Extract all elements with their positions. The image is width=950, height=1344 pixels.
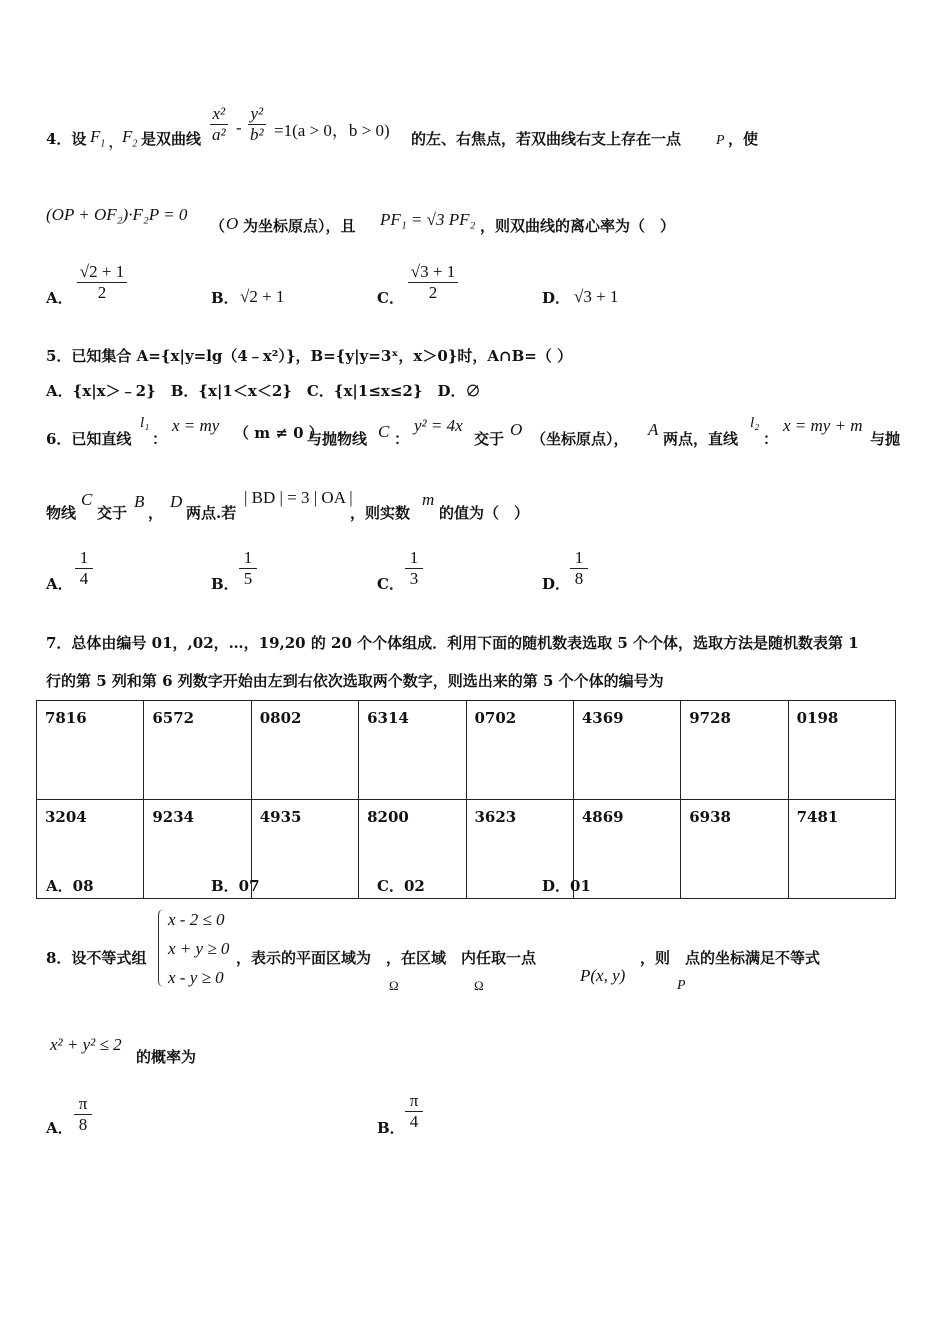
q8-omega-1: Ω [389,978,399,993]
q6-point-d: D [170,492,183,511]
q6-line-l1: l₁ [140,415,150,431]
q6-colon-1: ： [152,430,168,448]
q4-option-a-value: $\frac{√2 + 1}{2}$ [77,262,127,303]
q4-text-6: ，则双曲线的离心率为（ ） [480,217,676,235]
table-cell: 7816 [37,701,144,800]
q4-f2: $F_2$ [122,127,138,150]
q4-frac-y: $\frac{\text{y²}}{\text{b²}}$ [250,104,264,144]
q8-option-b-label: B． [377,1119,405,1137]
table-cell: 0702 [466,701,573,800]
q6-origin-o: O [510,420,523,439]
q4-f1: $F_1$ [90,127,106,150]
q8-point-p: P [677,978,686,993]
q5-text: 5．已知集合 A={x|y=lg（4﹣x²）}，B={y|y=3ˣ，x＞0}时，A∩B=（ ） [46,347,573,365]
table-cell: 0802 [251,701,358,800]
q4-option-d-value: √3 + 1 [574,287,619,306]
q8-text-3: 的概率为 [136,1048,197,1066]
table-cell: 7481 [788,800,895,899]
q4-origin-o: O [226,214,239,233]
table-cell: 9728 [681,701,788,800]
q6-option-d-label: D． [542,575,571,593]
q8-inequality-2: x + y ≥ 0 [168,939,230,958]
q6-option-a-label: A． [46,575,73,593]
q4-option-c-value: $\frac{√3 + 1}{2}$ [408,262,458,303]
q6-text-8: 交于 [97,504,128,522]
table-row [37,800,896,899]
q8-inequality-circle: x² + y² ≤ 2 [50,1035,122,1054]
q6-text-6: 与抛 [870,430,901,448]
q4-paren-open: （ [210,217,226,235]
q4-minus: - [236,118,242,137]
table-cell: 3623 [466,800,573,899]
q6-text-7: 物线 [46,504,77,522]
q6-real-m: m [422,490,435,509]
q5-options: A．{x|x＞﹣2} B．{x|1＜x＜2} C．{x|1≤x≤2} D．∅ [46,382,481,400]
q8-number: 8．设不等式组 [46,949,147,967]
table-cell: 9234 [144,800,251,899]
q4-text-1: 是双曲线 [141,130,202,148]
q6-option-a-value: $\frac{1}{4}$ [75,548,93,589]
q7-option-d: D．01 [542,877,591,895]
q4-text-5: 为坐标原点），且 [243,217,356,235]
q6-text-10: ，则实数 [350,504,411,522]
table-cell: 4869 [573,800,680,899]
q8-option-a-label: A． [46,1119,73,1137]
table-cell: 6938 [681,800,788,899]
q7-option-c: C．02 [377,877,425,895]
q8-text-2: ，则 点的坐标满足不等式 [640,949,821,967]
q6-text-5: 两点，直线 [663,430,739,448]
q6-colon-3: ： [763,430,779,448]
table-cell: 4369 [573,701,680,800]
q6-text-11: 的值为（ ） [439,504,530,522]
q8-inequality-3: x - y ≥ 0 [168,968,224,987]
q4-option-a-label: A． [46,289,73,307]
q6-text-2: 与抛物线 [307,430,368,448]
table-cell: 6314 [359,701,466,800]
q4-option-b-label: B． [211,289,239,307]
q4-vector-expression: (OP + OF₂)·F₂P = 0 [46,205,188,224]
q8-option-a-value: $\frac{\pi}{8}$ [74,1094,92,1135]
q8-point-pxy: P(x, y) [580,966,626,985]
q4-text-2: 的左、右焦点，若双曲线右支上存在一点 [411,130,682,148]
q4-option-d-label: D． [542,289,571,307]
table-cell: 3204 [37,800,144,899]
q6-option-c-label: C． [377,575,404,593]
q6-line-2-eq: x = my + m [783,416,863,435]
q8-option-b-value: $\frac{\pi}{4}$ [405,1091,423,1132]
q6-parabola-eq: y² = 4x [414,416,463,435]
q4-option-c-label: C． [377,289,404,307]
q4-equation-rhs: =1(a > 0，b > 0) [274,121,390,140]
q6-bd-condition: | BD | = 3 | OA | [244,488,353,507]
q6-option-b-value: $\frac{1}{5}$ [239,548,257,589]
q6-text-4: （坐标原点）， [531,430,629,448]
q6-point-b: B [134,492,145,511]
table-cell: 4935 [251,800,358,899]
table-row [37,701,896,800]
q4-option-b-value: √2 + 1 [240,287,285,306]
q6-curve-c-2: C [81,490,93,509]
random-number-table [36,700,896,899]
q6-comma: ， [148,504,164,522]
q6-text-3: 交于 [474,430,505,448]
table-cell: 6572 [144,701,251,800]
q6-option-d-value: $\frac{1}{8}$ [570,548,588,589]
q4-comma: ， [108,132,125,151]
q7-option-a: A．08 [46,877,94,895]
q4-point-p: P [716,133,725,148]
q7-text-line-2: 行的第 5 列和第 6 列数字开始由左到右依次选取两个数字，则选出来的第 5 个个体的编号为 [46,672,664,690]
q8-omega-2: Ω [474,978,484,993]
q6-line-l2: l₂ [750,415,760,431]
q6-colon-2: ： [394,430,410,448]
table-cell: 8200 [359,800,466,899]
q6-point-a: A [648,420,659,439]
q8-text-1: ，表示的平面区域为 ，在区域 内任取一点 [236,949,537,967]
q6-condition: （ m ≠ 0 ） [234,424,324,442]
q7-option-b: B．07 [211,877,260,895]
q4-frac-x: $\frac{\text{x²}}{\text{a²}}$ [212,104,226,144]
q4-pf-condition: PF₁ = √3 PF₂ [380,210,476,229]
q4-text-3: ，使 [728,130,759,148]
q6-option-b-label: B． [211,575,239,593]
table-cell: 0198 [788,701,895,800]
q6-number: 6．已知直线 [46,430,132,448]
q6-curve-c: C [378,422,390,441]
q7-text-line-1: 7．总体由编号 01，,02，…，19,20 的 20 个个体组成．利用下面的随机数表选取 5 个个体，选取方法是随机数表第 1 [46,634,859,652]
q4-number: 4．设 [46,130,87,148]
q6-option-c-value: $\frac{1}{3}$ [405,548,423,589]
q8-system-brace [158,909,165,987]
q6-line-1-eq: x = my [172,416,220,435]
q8-inequality-1: x - 2 ≤ 0 [168,910,225,929]
q6-text-9: 两点.若 [186,504,237,522]
